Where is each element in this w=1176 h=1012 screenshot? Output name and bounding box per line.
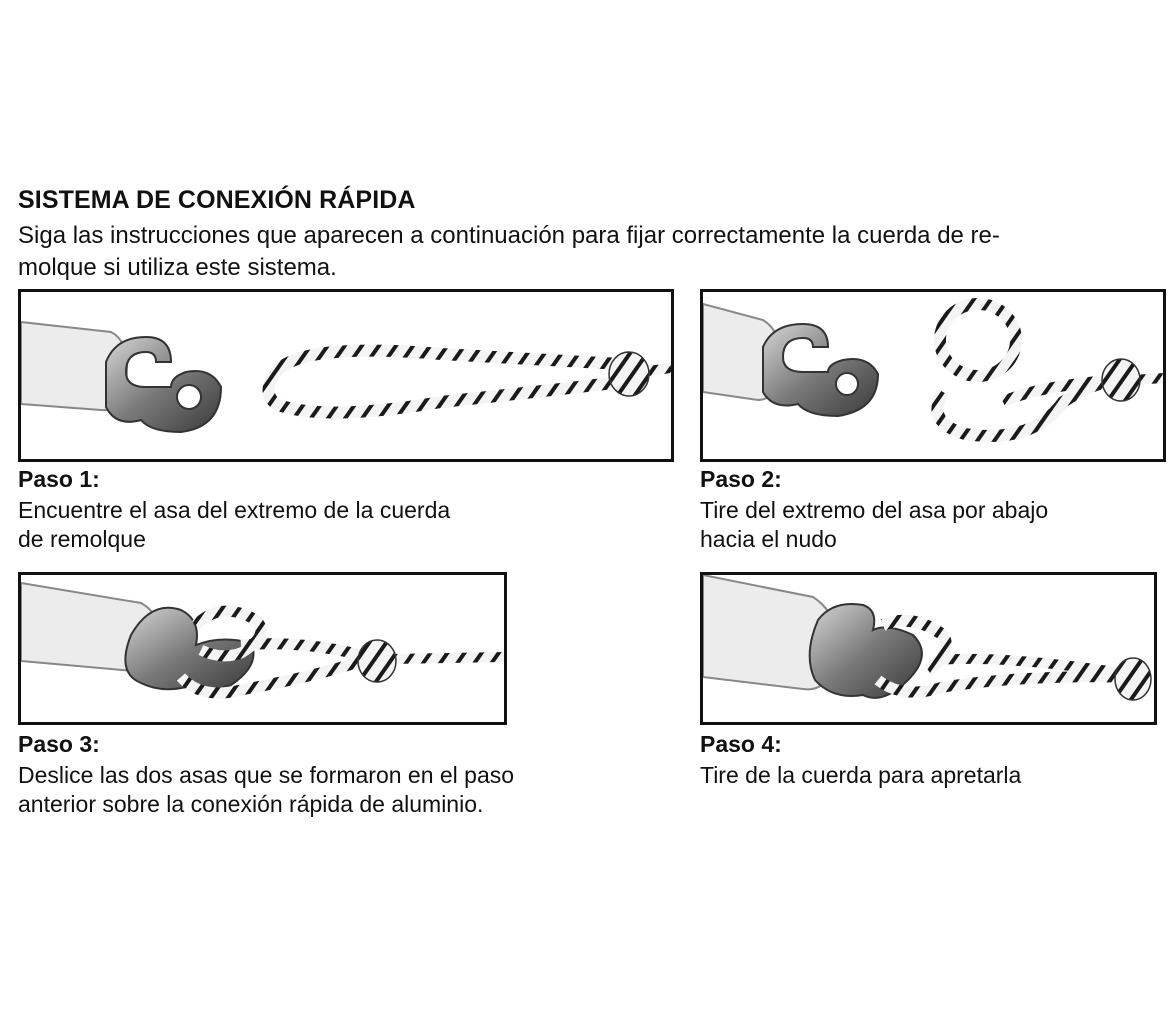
page-title: SISTEMA DE CONEXIÓN RÁPIDA bbox=[18, 186, 416, 214]
knot-icon bbox=[609, 352, 649, 396]
step-1-text bbox=[18, 496, 450, 554]
step-3-image bbox=[18, 572, 507, 725]
intro-line-2: molque si utiliza este sistema. bbox=[18, 254, 337, 281]
step-3-text bbox=[18, 761, 514, 819]
step-2-image bbox=[700, 289, 1166, 462]
knot-icon bbox=[1102, 359, 1140, 401]
step-2-line-1: Tire del extremo del asa por abajo bbox=[700, 497, 1049, 523]
step-4-line-1: Tire de la cuerda para apretarla bbox=[700, 762, 1022, 788]
hook-icon bbox=[763, 324, 878, 416]
step-2-label: Paso 2: bbox=[700, 466, 782, 492]
step-4-image bbox=[700, 572, 1157, 725]
step-1-line-1: Encuentre el asa del extremo de la cuerda bbox=[18, 497, 451, 523]
knot-icon bbox=[1115, 658, 1151, 700]
step-3-label: Paso 3: bbox=[18, 731, 100, 757]
step-3-line-2: anterior sobre la conexión rápida de aluminio. bbox=[18, 791, 484, 817]
step-4-label: Paso 4: bbox=[700, 731, 782, 757]
hook-icon bbox=[106, 337, 221, 432]
knot-icon bbox=[358, 640, 396, 682]
step-4-text bbox=[700, 761, 1021, 790]
step-2-line-2: hacia el nudo bbox=[700, 526, 837, 552]
step-1-image bbox=[18, 289, 674, 462]
step-2-text bbox=[700, 496, 1048, 554]
step-3-line-1: Deslice las dos asas que se formaron en el paso bbox=[18, 762, 515, 788]
intro-text bbox=[18, 220, 1158, 284]
step-1-line-2: de remolque bbox=[18, 526, 146, 552]
step-1-label: Paso 1: bbox=[18, 466, 100, 492]
intro-line-1: Siga las instrucciones que aparecen a continuación para fijar correctamente la cuerda de re- bbox=[18, 222, 1000, 249]
